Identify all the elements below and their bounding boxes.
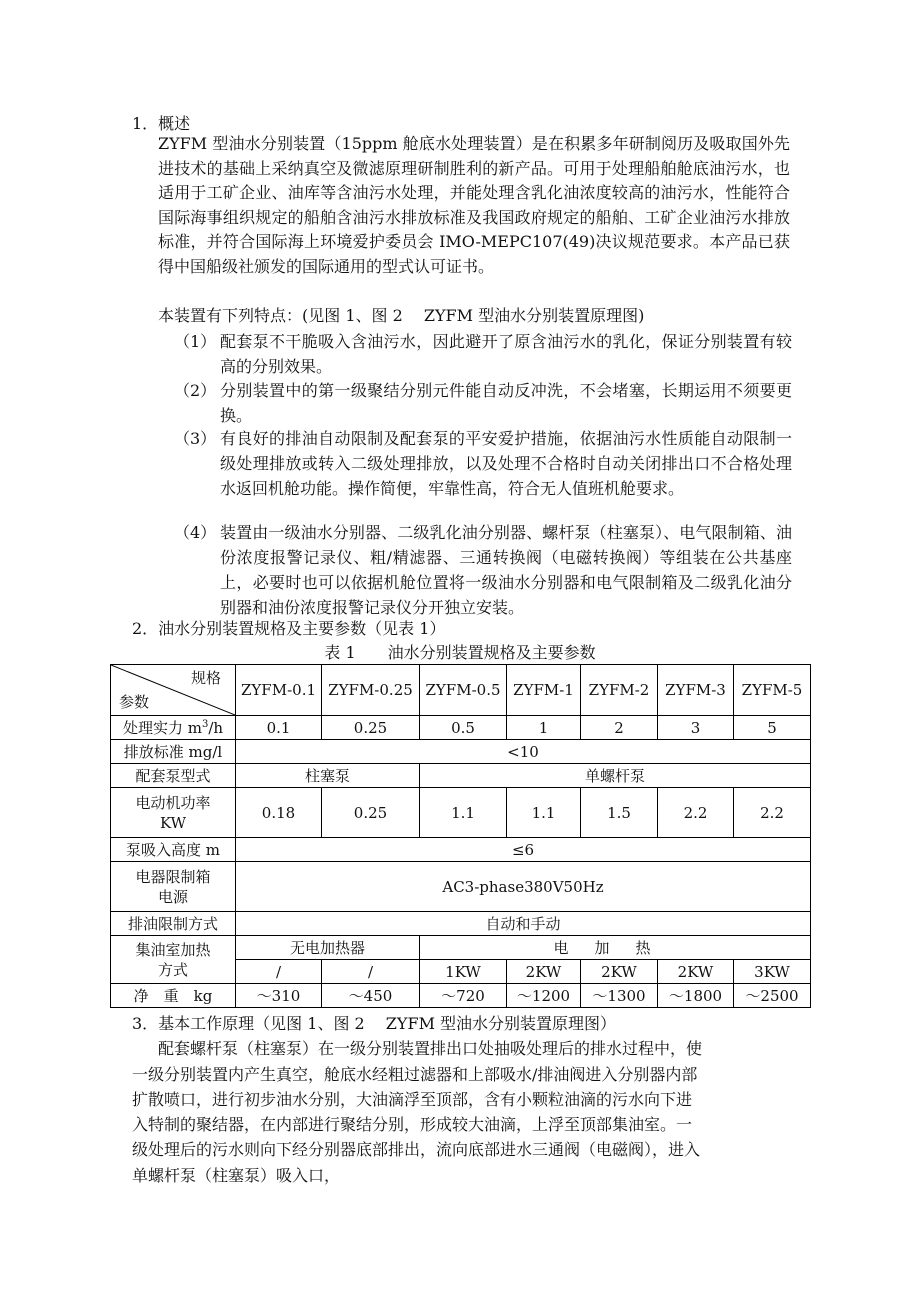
suction-label-cell: 泵吸入高度 m bbox=[111, 838, 236, 862]
suction-value-cell: ≤6 bbox=[236, 838, 811, 862]
principle-line-5: 级处理后的污水则向下经分别器底部排出，流向底部进水三通阀（电磁阀），进入 bbox=[132, 1140, 701, 1159]
feature-1-number: （1） bbox=[174, 332, 217, 351]
heating-cell: 1KW bbox=[420, 960, 507, 984]
principle-line-6: 单螺杆泵（柱塞泵）吸入口， bbox=[132, 1166, 341, 1185]
heating-cell: 3KW bbox=[734, 960, 811, 984]
capacity-superscript: 3 bbox=[201, 718, 209, 730]
motor-label-cell bbox=[111, 788, 236, 838]
feature-2-text: 分别装置中的第一级聚结分别元件能自动反冲洗，不会堵塞，长期运用不须要更换。 bbox=[220, 381, 792, 425]
model-header-cell: ZYFM-0.5 bbox=[420, 665, 507, 716]
heating-label-cell bbox=[111, 936, 236, 984]
feature-4-number: （4） bbox=[174, 523, 217, 542]
motor-cell: 0.25 bbox=[322, 788, 420, 838]
capacity-cell: 5 bbox=[734, 716, 811, 740]
model-header-cell: ZYFM-2 bbox=[581, 665, 658, 716]
suction-row bbox=[111, 838, 811, 862]
principle-line-2: 一级分别装置内产生真空，舱底水经粗过滤器和上部吸水/排油阀进入分别器内部 bbox=[132, 1065, 698, 1084]
weight-cell: ～1200 bbox=[507, 984, 581, 1008]
model-header-cell: ZYFM-0.25 bbox=[322, 665, 420, 716]
section-1-heading: 1．概述 bbox=[132, 114, 191, 133]
feature-3-number: （3） bbox=[174, 429, 217, 448]
capacity-cell: 0.1 bbox=[236, 716, 322, 740]
heating-none-cell: 无电加热器 bbox=[236, 936, 420, 960]
oil-control-row bbox=[111, 912, 811, 936]
motor-cell: 1.1 bbox=[507, 788, 581, 838]
oil-control-value-cell: 自动和手动 bbox=[236, 912, 811, 936]
feature-2-number: （2） bbox=[174, 381, 217, 400]
features-lead: 本装置有下列特点：(见图 1、图 2 ZYFM 型油水分别装置原理图) bbox=[158, 306, 645, 325]
spec-table bbox=[110, 664, 811, 1008]
table-header-row bbox=[111, 665, 811, 716]
capacity-cell: 3 bbox=[658, 716, 734, 740]
capacity-cell: 0.5 bbox=[420, 716, 507, 740]
pump-row bbox=[111, 764, 811, 788]
feature-4-text: 装置由一级油水分别器、二级乳化油分别器、螺杆泵（柱塞泵）、电气限制箱、油份浓度报警记录仪、粗/精滤器、三通转换阀（电磁转换阀）等组装在公共基座上，必要时也可以依据机舱位置将一级油水分别器和电气限制箱及二级乳化油分别器和油份浓度报警记录仪分开独立安装。 bbox=[220, 523, 792, 617]
capacity-cell: 0.25 bbox=[322, 716, 420, 740]
weight-row bbox=[111, 984, 811, 1008]
motor-row bbox=[111, 788, 811, 838]
weight-cell: ～720 bbox=[420, 984, 507, 1008]
model-header-cell: ZYFM-0.1 bbox=[236, 665, 322, 716]
heating-cell: 2KW bbox=[507, 960, 581, 984]
discharge-row bbox=[111, 740, 811, 764]
capacity-unit: /h bbox=[208, 718, 224, 737]
heating-cell: 2KW bbox=[658, 960, 734, 984]
heating-label-line-1: 集油室加热 bbox=[135, 940, 211, 959]
section-2-heading: 2．油水分别装置规格及主要参数（见表 1） bbox=[132, 619, 446, 638]
heating-cell: / bbox=[236, 960, 322, 984]
power-label-line-1: 电器限制箱 bbox=[135, 867, 211, 886]
heating-cell: / bbox=[322, 960, 420, 984]
heating-label-line-2: 方式 bbox=[157, 960, 188, 979]
power-label-line-2: 电源 bbox=[157, 887, 188, 906]
corner-top-label: 规格 bbox=[190, 669, 221, 687]
corner-header-cell bbox=[111, 665, 236, 716]
heating-row-1 bbox=[111, 936, 811, 960]
motor-cell: 1.1 bbox=[420, 788, 507, 838]
corner-bottom-label: 参数 bbox=[119, 693, 150, 711]
weight-cell: ～1300 bbox=[581, 984, 658, 1008]
pump-plunger-cell: 柱塞泵 bbox=[236, 764, 420, 788]
oil-control-label-cell: 排油限制方式 bbox=[111, 912, 236, 936]
weight-cell: ～2500 bbox=[734, 984, 811, 1008]
feature-3-text: 有良好的排油自动限制及配套泵的平安爱护措施，依据油污水性质能自动限制一级处理排放或转入二级处理排放，以及处理不合格时自动关闭排出口不合格处理水返回机舱功能。操作简便，牢靠性高，符合无人值班机舱要求。 bbox=[220, 429, 792, 498]
weight-cell: ～450 bbox=[322, 984, 420, 1008]
motor-cell: 2.2 bbox=[658, 788, 734, 838]
heating-cell: 2KW bbox=[581, 960, 658, 984]
table-caption: 表 1 油水分别装置规格及主要参数 bbox=[324, 643, 596, 662]
weight-cell: ～310 bbox=[236, 984, 322, 1008]
power-label-cell bbox=[111, 862, 236, 912]
principle-line-3: 扩散喷口，进行初步油水分别，大油滴浮至顶部，含有小颗粒油滴的污水向下进 bbox=[132, 1090, 693, 1109]
motor-cell: 1.5 bbox=[581, 788, 658, 838]
discharge-label-cell: 排放标准 mg/l bbox=[111, 740, 236, 764]
feature-1-text: 配套泵不干脆吸入含油污水，因此避开了原含油污水的乳化，保证分别装置有较高的分别效果。 bbox=[220, 332, 792, 376]
capacity-label-cell bbox=[111, 716, 236, 740]
discharge-value-cell: <10 bbox=[236, 740, 811, 764]
principle-line-1: 配套螺杆泵（柱塞泵）在一级分别装置排出口处抽吸处理后的排水过程中，使 bbox=[158, 1039, 703, 1058]
section-3-heading: 3．基本工作原理（见图 1、图 2 ZYFM 型油水分别装置原理图） bbox=[132, 1014, 617, 1033]
model-header-cell: ZYFM-1 bbox=[507, 665, 581, 716]
principle-line-4: 入特制的聚结器，在内部进行聚结分别，形成较大油滴，上浮至顶部集油室。一 bbox=[132, 1115, 693, 1134]
capacity-label: 处理实力 m bbox=[122, 718, 202, 737]
model-header-cell: ZYFM-3 bbox=[658, 665, 734, 716]
motor-cell: 2.2 bbox=[734, 788, 811, 838]
power-value-cell: AC3-phase380V50Hz bbox=[236, 862, 811, 912]
weight-label-cell: 净 重 kg bbox=[111, 984, 236, 1008]
weight-cell: ～1800 bbox=[658, 984, 734, 1008]
capacity-cell: 1 bbox=[507, 716, 581, 740]
pump-label-cell: 配套泵型式 bbox=[111, 764, 236, 788]
overview-paragraph: ZYFM 型油水分别装置（15ppm 舱底水处理装置）是在积累多年研制阅历及吸取国外先进技术的基础上采纳真空及微滤原理研制胜利的新产品。可用于处理船舶舱底油污水，也适用于工矿企业、油库等含油污水处理，并能处理含乳化油浓度较高的油污水，性能符合国际海事组织规定的船舶含油污水排放标准及我国政府规定的船舶、工矿企业油污水排放标准，并符合国际海上环境爱护委员会 IMO-MEPC107(49)决议规范要求。本产品已获得中国船级社颁发的国际通用的型式认可证书。 bbox=[158, 134, 790, 276]
capacity-row bbox=[111, 716, 811, 740]
motor-label-line-1: 电动机功率 bbox=[135, 793, 211, 812]
motor-label-line-2: KW bbox=[159, 813, 187, 832]
power-row bbox=[111, 862, 811, 912]
capacity-cell: 2 bbox=[581, 716, 658, 740]
pump-screw-cell: 单螺杆泵 bbox=[420, 764, 811, 788]
motor-cell: 0.18 bbox=[236, 788, 322, 838]
heating-electric-cell: 电加热 bbox=[420, 936, 811, 960]
model-header-cell: ZYFM-5 bbox=[734, 665, 811, 716]
